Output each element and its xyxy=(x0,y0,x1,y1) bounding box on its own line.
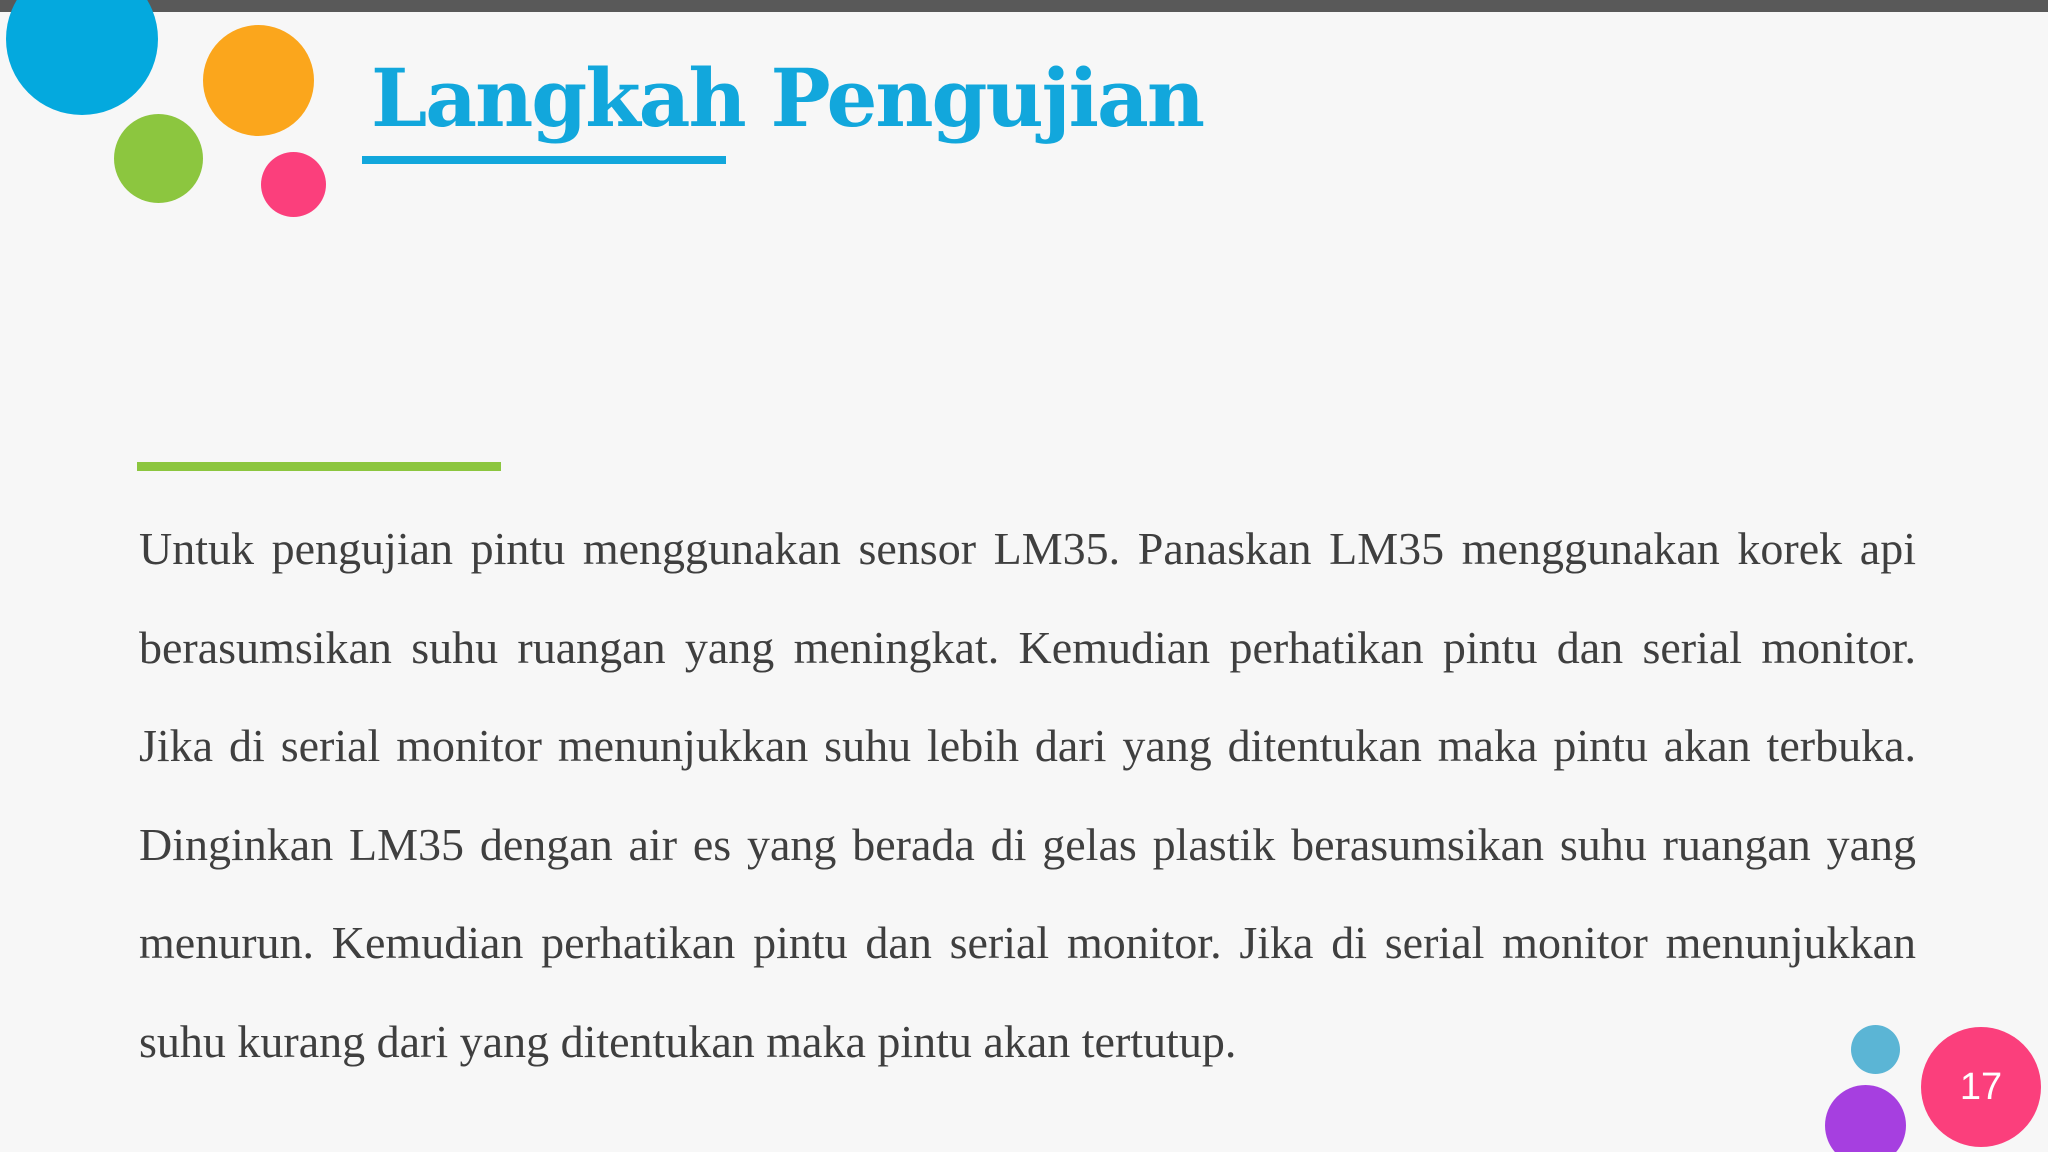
decorative-circle-orange xyxy=(203,25,314,136)
accent-rule xyxy=(137,462,501,471)
slide-title: Langkah Pengujian xyxy=(371,51,1203,145)
decorative-circle-pink xyxy=(261,152,326,217)
body-paragraph: Untuk pengujian pintu menggunakan sensor LM35. Panaskan LM35 menggunakan korek api berasumsikan suhu ruangan yang meningkat. Kemudian perhatikan pintu dan serial monitor. Jika di serial monitor menunjukkan suhu lebih dari yang ditentukan maka pintu akan terbuka. Dinginkan LM35 dengan air es yang berada di gelas plastik berasumsikan suhu ruangan yang menurun. Kemudian perhatikan pintu dan serial monitor. Jika di serial monitor menunjukkan suhu kurang dari yang ditentukan maka pintu akan tertutup. xyxy=(139,523,1916,1067)
decorative-circle-blue xyxy=(6,0,158,115)
title-underline xyxy=(362,156,726,164)
top-bar xyxy=(0,0,2048,12)
decorative-circle-purple xyxy=(1825,1085,1906,1152)
page-number-badge xyxy=(1921,1027,2041,1147)
decorative-circle-green xyxy=(114,114,203,203)
page-number: 17 xyxy=(1959,1065,2003,1108)
decorative-circle-teal xyxy=(1851,1025,1900,1074)
